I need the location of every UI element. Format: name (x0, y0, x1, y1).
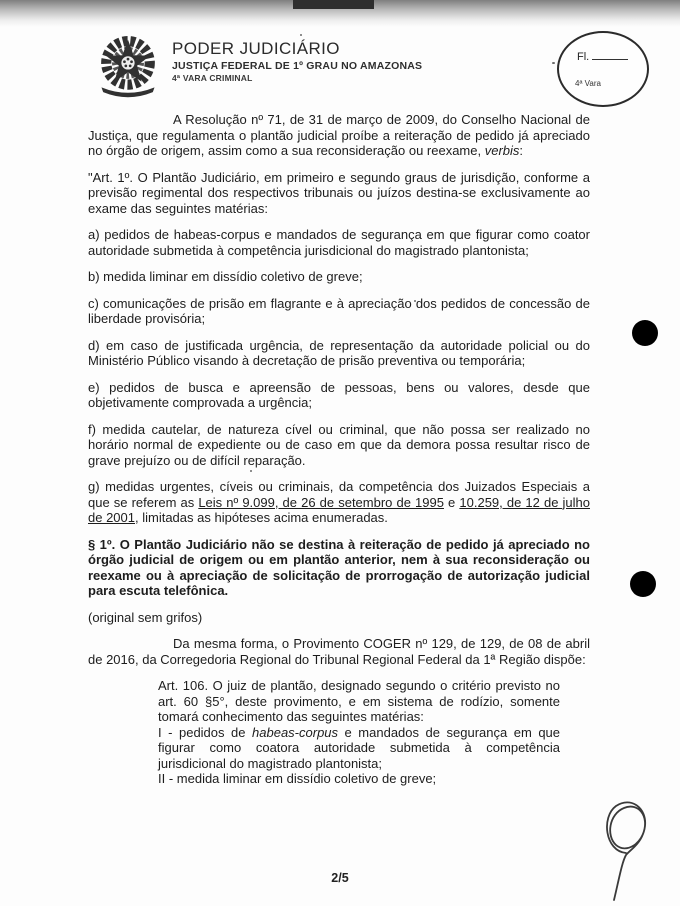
intro-verbis: verbis (484, 143, 520, 158)
quote-item-c: c) comunicações de prisão em flagrante e à apreciação dos pedidos de concessão de liberdade provisória; (88, 295, 590, 326)
scan-speck (300, 34, 302, 36)
item-g-law-10259: 10.259, de 12 de julho de 2001 (88, 494, 590, 525)
item-g-tail: , limitadas as hipóteses acima enumeradas. (135, 510, 388, 525)
intro-colon: : (519, 143, 524, 158)
quote-item-b: b) medida liminar em dissídio coletivo de greve; (88, 269, 363, 284)
item-I-text: I - pedidos de (158, 724, 253, 740)
coat-of-arms-icon (94, 31, 162, 107)
intro-text: A Resolução nº 71, de 31 de março de 2009, do Conselho Nacional de Justiça, que regulamenta o plantão judicial proíbe a reiteração de pedido já apreciado no órgão de origem, assim como a sua reconsideração ou reexame, (88, 112, 590, 158)
stamp-vara-label: 4ª Vara (575, 79, 601, 88)
paragraph-intro (88, 112, 590, 159)
stamp-fl-label: Fl. (577, 51, 590, 63)
punch-hole-mark-icon (632, 320, 658, 346)
quote-art1: "Art. 1º. O Plantão Judiciário, em primeiro e segundo graus de jurisdição, conforme a previsão regimental dos respectivos tribunais ou juízos destina-se exclusivamente ao exame das seguintes matérias: (88, 169, 590, 216)
org-subtitle: JUSTIÇA FEDERAL DE 1º GRAU NO AMAZONAS (172, 59, 423, 72)
org-title: PODER JUDICIÁRIO (172, 39, 340, 58)
document-body (88, 112, 590, 787)
item-I-tail: e mandados de segurança em que figurar como coatora autoridade submetida à competência jurisdicional do magistrado plantonista; (158, 724, 561, 771)
quote-paragraph-1: § 1º. O Plantão Judiciário não se destina à reiteração de pedido já apreciado no órgão judicial de origem ou em plantão anterior, nem à sua reconsideração ou reexame ou à apreciação de solicitação de prorrogação de autorização judicial para escuta telefônica. (88, 536, 590, 598)
quote-item-g (88, 479, 590, 526)
punch-hole-mark-icon (630, 571, 656, 597)
handwritten-signature (592, 793, 664, 903)
page-number: 2/5 (331, 871, 349, 885)
stamp-fl-blank-line (592, 49, 628, 60)
quote-item-f: f) medida cautelar, de natureza cível ou criminal, que não possa ser realizado no horário normal de expediente ou de caso em que da demora possa resultar risco de grave prejuízo ou de difícil reparação. (88, 421, 590, 468)
org-unit: 4ª VARA CRIMINAL (172, 72, 253, 83)
scan-top-bar (293, 0, 374, 9)
letterhead (172, 40, 422, 83)
quote-art106: Art. 106. O juiz de plantão, designado segundo o critério previsto no art. 60 §5°, deste provimento, e em sistema de rodízio, somente tomará conhecimento das seguintes matérias: (158, 678, 560, 724)
quote-item-d: d) em caso de justificada urgência, de representação da autoridade policial ou do Ministério Público visando à decretação de prisão preventiva ou temporária; (88, 337, 590, 368)
quote-item-e: e) pedidos de busca e apreensão de pessoas, bens ou valores, desde que objetivamente comprovada a urgência; (88, 379, 590, 410)
paragraph-provimento: Da mesma forma, o Provimento COGER nº 129, de 129, de 08 de abril de 2016, da Corregedoria Regional do Tribunal Regional Federal da 1ª Região dispõe: (88, 636, 590, 667)
fl-stamp (557, 31, 649, 107)
item-g-text: g) medidas urgentes, cíveis ou criminais, da competência dos Juizados Especiais a que se referem as (88, 479, 590, 510)
item-I-habeas-corpus: habeas-corpus (252, 724, 339, 740)
item-g-conjunction: e (443, 494, 460, 510)
quote-item-a: a) pedidos de habeas-corpus e mandados de segurança em que figurar como coator autoridade submetida à competência jurisdicional do magistrado plantonista; (88, 227, 590, 258)
quote-art106-block (158, 678, 560, 787)
note-original-sem-grifos: (original sem grifos) (88, 609, 203, 625)
quote-item-I (158, 725, 560, 771)
item-g-law-9099: Leis nº 9.099, de 26 de setembro de 1995 (198, 494, 444, 510)
scan-speck (552, 62, 555, 64)
quote-item-II: II - medida liminar em dissídio coletivo de greve; (158, 771, 437, 786)
stamp-fl-line (577, 49, 628, 63)
